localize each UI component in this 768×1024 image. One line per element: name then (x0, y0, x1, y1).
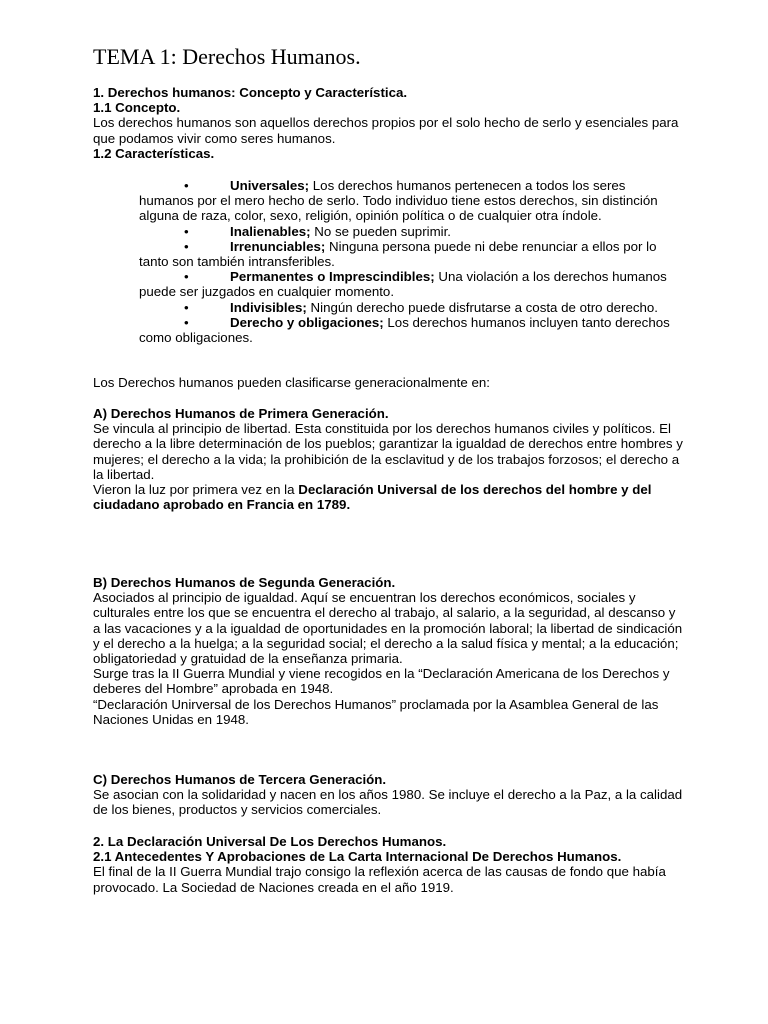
section-2-heading: 2. La Declaración Universal De Los Derechos Humanos. (93, 834, 447, 849)
subsection-concept-heading: 1.1 Concepto. (93, 100, 181, 116)
list-item (139, 300, 674, 315)
generation-a (93, 406, 683, 512)
concept-paragraph: Los derechos humanos son aquellos derechos propios por el solo hecho de serlo y esenciales para que podamos vivir como seres humanos. (93, 115, 679, 146)
section-1-heading: 1. Derechos humanos: Concepto y Característica. (93, 85, 408, 100)
section-2-text: El final de la II Guerra Mundial trajo consigo la reflexión acerca de las causas de fondo que había provocado. La Sociedad de Naciones creada en el año 1919. (93, 864, 666, 895)
bullet-icon: • (184, 238, 189, 254)
list-item (139, 224, 674, 239)
generation-b-text-2: Surge tras la II Guerra Mundial y viene recogidos en la “Declaración Americana de los Derechos y deberes del Hombre” aprobada en 1948. (93, 666, 670, 697)
bullet-icon: • (184, 299, 189, 315)
list-item (139, 239, 674, 269)
subsection-characteristics-heading: 1.2 Características. (93, 145, 215, 161)
list-item-text: Una violación a los derechos humanos puede ser juzgados en cualquier momento. (139, 269, 667, 300)
section-2 (93, 834, 683, 895)
list-item-term: Indivisibles; (230, 299, 307, 315)
classification-intro (93, 375, 683, 390)
list-item-text: No se pueden suprimir. (310, 223, 451, 239)
generation-a-origin-prefix: Vieron la luz por primera vez en la (93, 482, 299, 498)
generation-b-text-3: “Declaración Unirversal de los Derechos Humanos” proclamada por la Asamblea General de las Naciones Unidas en 1948. (93, 696, 659, 727)
generation-a-origin (93, 482, 683, 512)
document-title: TEMA 1: Derechos Humanos. (93, 44, 361, 69)
list-item-term: Universales; (230, 178, 310, 193)
generation-a-text: Se vincula al principio de libertad. Esta constituida por los derechos humanos civiles y políticos. El derecho a la libre determinación de los pueblos; garantizar la igualdad de derechos entre hombres y mujeres; el derecho a la vida; la prohibición de la esclavitud y de los trabajos forzosos; el derecho a la libertad. (93, 421, 683, 482)
bullet-icon: • (184, 314, 189, 330)
generation-a-origin-bold: Declaración Universal de los derechos del hombre y del ciudadano aprobado en Francia en 1789. (93, 482, 652, 513)
bullet-icon: • (184, 178, 189, 193)
generation-c-heading: C) Derechos Humanos de Tercera Generación. (93, 772, 387, 787)
classification-intro-text: Los Derechos humanos pueden clasificarse generacionalmente en: (93, 375, 490, 390)
bullet-icon: • (184, 223, 189, 239)
list-item-term: Derecho y obligaciones; (230, 314, 384, 330)
list-item-text: Los derechos humanos pertenecen a todos los seres humanos por el mero hecho de serlo. Todo individuo tiene estos derechos, sin distinción alguna de raza, color, sexo, religión, opinión política o de cualquier otra índole. (139, 178, 658, 224)
list-item (139, 178, 674, 224)
generation-b-heading: B) Derechos Humanos de Segunda Generación. (93, 575, 396, 590)
generation-c-text: Se asocian con la solidaridad y nacen en los años 1980. Se incluye el derecho a la Paz, a la calidad de los bienes, productos y servicios comerciales. (93, 787, 683, 818)
list-item-term: Irrenunciables; (230, 238, 326, 254)
list-item-text: Ningún derecho puede disfrutarse a costa de otro derecho. (306, 299, 658, 315)
list-item-text: Ninguna persona puede ni debe renunciar a ellos por lo tanto son también intransferibles. (139, 238, 657, 270)
list-item-text: Los derechos humanos incluyen tanto derechos como obligaciones. (139, 314, 670, 346)
list-item-term: Inalienables; (230, 223, 311, 239)
generation-b-text: Asociados al principio de igualdad. Aquí se encuentran los derechos económicos, sociales y culturales entre los que se encuentra el derecho al trabajo, al salario, a la seguridad, al descanso y a las vacaciones y a la igualdad de oportunidades en la promoción laboral; la libertad de sindicación y el derecho a la huelga; a la seguridad social; el derecho a la salud física y mental; a la educación; obligatoriedad y gratuidad de la enseñanza primaria. (93, 590, 683, 667)
section-1 (93, 85, 683, 161)
characteristics-list (139, 178, 674, 345)
generation-a-heading: A) Derechos Humanos de Primera Generación. (93, 406, 389, 421)
list-item-term: Permanentes o Imprescindibles; (230, 269, 435, 285)
list-item (139, 315, 674, 345)
subsection-2-1-heading: 2.1 Antecedentes Y Aprobaciones de La Carta Internacional De Derechos Humanos. (93, 849, 622, 865)
list-item (139, 269, 674, 299)
bullet-icon: • (184, 269, 189, 285)
generation-c (93, 772, 683, 818)
generation-b (93, 575, 683, 727)
